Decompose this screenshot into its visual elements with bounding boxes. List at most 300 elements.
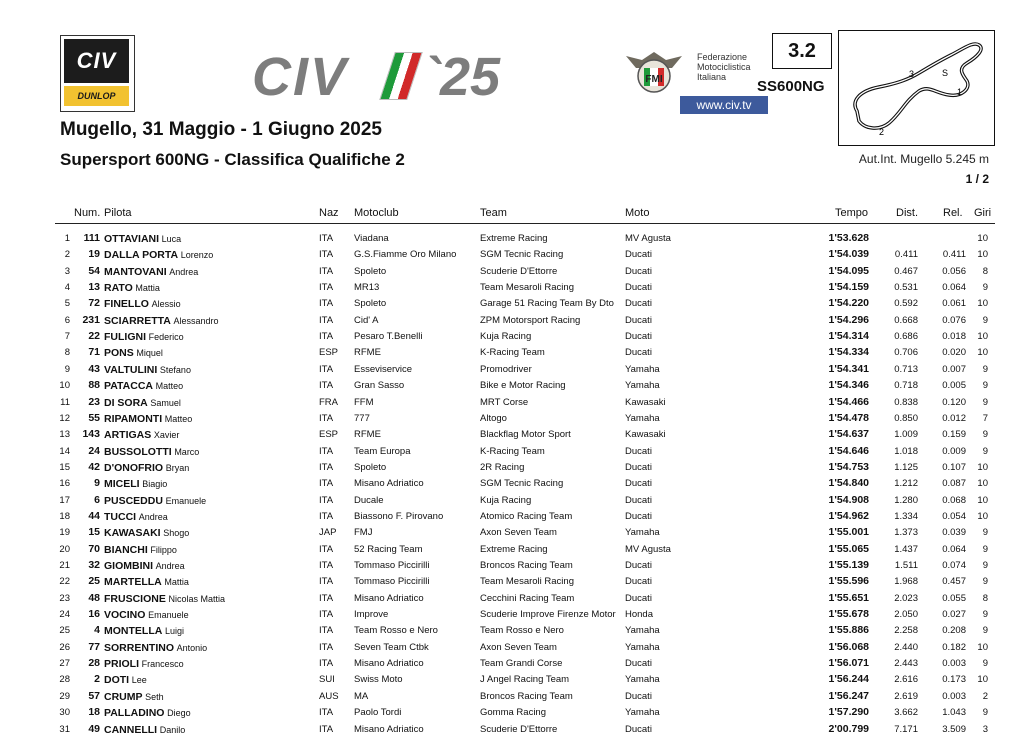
session-code-box: 3.2	[772, 33, 832, 69]
nationality: ITA	[319, 331, 334, 343]
rider-first-name: Andrea	[155, 561, 185, 571]
laps-count: 9	[982, 282, 988, 294]
bike-brand: Ducati	[625, 314, 652, 326]
gap-to-leader: 1.968	[894, 576, 918, 588]
rider-surname: RATO	[104, 282, 133, 295]
table-row	[0, 606, 1024, 622]
bike-brand: Yamaha	[625, 674, 660, 686]
team-name: Bike e Motor Racing	[480, 380, 566, 392]
rider-surname: RIPAMONTI	[104, 412, 163, 425]
team-name: J Angel Racing Team	[480, 674, 570, 686]
gap-to-previous: 0.087	[942, 478, 966, 490]
motoclub: Viadana	[354, 233, 389, 244]
motoclub: Spoleto	[354, 461, 387, 473]
motoclub: Spoleto	[354, 265, 387, 277]
lap-time: 1'54.466	[828, 395, 869, 408]
position: 31	[59, 723, 70, 735]
rider-surname: D'ONOFRIO	[104, 461, 164, 474]
rider-first-name: Lee	[131, 675, 147, 686]
team-name: Kuja Racing	[480, 494, 532, 506]
laps-count: 10	[977, 233, 988, 244]
rider-name	[104, 364, 191, 376]
motoclub: G.S.Fiamme Oro Milano	[354, 249, 457, 261]
table-row	[0, 475, 1024, 491]
rider-surname: DALLA PORTA	[104, 249, 179, 262]
race-number: 111	[83, 232, 100, 244]
motoclub: MA	[354, 690, 369, 702]
rider-name	[104, 446, 199, 458]
gap-to-leader: 1.437	[894, 543, 918, 555]
federation-line-2: Motociclistica	[697, 62, 751, 72]
laps-count: 9	[982, 609, 988, 621]
team-name: Blackflag Motor Sport	[480, 429, 571, 441]
nationality: ITA	[319, 658, 334, 670]
laps-count: 10	[977, 298, 988, 310]
gap-to-leader: 1.334	[894, 510, 918, 522]
position: 13	[59, 429, 70, 441]
gap-to-leader: 0.850	[894, 412, 918, 424]
motoclub: Gran Sasso	[354, 380, 405, 392]
team-name: Scuderie D'Ettorre	[480, 265, 558, 277]
motoclub: Cid' A	[354, 314, 379, 326]
team-name: Axon Seven Team	[480, 641, 557, 653]
nationality: JAP	[319, 527, 337, 539]
team-name: Scuderie Improve Firenze Motor	[480, 609, 616, 621]
laps-count: 10	[977, 641, 988, 653]
gap-to-previous: 0.061	[942, 298, 966, 310]
laps-count: 9	[982, 396, 988, 408]
nationality: AUS	[319, 690, 339, 702]
team-name: Extreme Racing	[480, 543, 548, 555]
position: 7	[64, 331, 70, 343]
gap-to-leader: 2.440	[894, 641, 918, 653]
rider-name	[104, 478, 167, 490]
laps-count: 9	[982, 363, 988, 375]
position: 2	[64, 249, 70, 261]
gap-to-previous: 0.003	[942, 658, 966, 670]
col-header-time: Tempo	[835, 207, 869, 219]
race-number: 71	[88, 346, 100, 359]
team-name: Team Mesaroli Racing	[480, 282, 574, 294]
motoclub: MR13	[354, 282, 380, 294]
rider-name	[104, 397, 181, 409]
rider-first-name: Francesco	[141, 659, 184, 670]
rider-name	[104, 576, 189, 588]
nationality: ITA	[319, 592, 334, 604]
rider-first-name: Andrea	[169, 266, 199, 277]
svg-text:FMI: FMI	[645, 74, 663, 85]
race-number: 13	[88, 281, 100, 294]
position: 16	[59, 478, 70, 490]
lap-time: 1'54.341	[828, 362, 869, 375]
rider-surname: DOTI	[104, 674, 130, 687]
rider-name	[104, 511, 168, 523]
rider-surname: DI SORA	[104, 396, 148, 409]
motoclub: RFME	[354, 347, 381, 359]
laps-count: 2	[982, 690, 988, 702]
rider-name	[104, 544, 177, 556]
rider-first-name: Mattia	[135, 283, 160, 294]
laps-count: 9	[982, 429, 988, 441]
rider-first-name: Seth	[145, 691, 164, 702]
laps-count: 10	[977, 494, 988, 506]
rider-first-name: Miquel	[136, 348, 163, 359]
rider-name	[104, 724, 185, 736]
table-row	[0, 557, 1024, 573]
motoclub: Biassono F. Pirovano	[354, 510, 444, 522]
lap-time: 2'00.799	[828, 722, 869, 735]
gap-to-leader: 2.443	[894, 658, 918, 670]
gap-to-leader: 2.023	[894, 592, 918, 604]
rider-surname: PONS	[104, 347, 134, 360]
gap-to-leader: 0.592	[894, 298, 918, 310]
rider-name	[104, 347, 163, 359]
race-number: 19	[88, 248, 100, 261]
rider-surname: BIANCHI	[104, 543, 148, 556]
position: 1	[64, 233, 70, 244]
rider-first-name: Alessandro	[173, 315, 219, 326]
federation-name	[697, 52, 751, 82]
position: 14	[59, 445, 70, 457]
motoclub: Team Rosso e Nero	[354, 625, 438, 637]
laps-count: 8	[982, 592, 988, 604]
rider-surname: VALTULINI	[104, 363, 158, 376]
table-row	[0, 671, 1024, 687]
race-number: 22	[88, 330, 100, 343]
nationality: ITA	[319, 576, 334, 588]
nationality: ITA	[319, 707, 334, 719]
nationality: ITA	[319, 265, 334, 277]
laps-count: 10	[977, 461, 988, 473]
position: 5	[64, 298, 70, 310]
rider-first-name: Federico	[148, 332, 184, 343]
lap-time: 1'54.962	[828, 509, 869, 522]
rider-name	[104, 593, 225, 605]
bike-brand: Yamaha	[625, 625, 660, 637]
table-row	[0, 541, 1024, 557]
rider-name	[104, 233, 181, 245]
table-row	[0, 524, 1024, 540]
team-name: Broncos Racing Team	[480, 690, 573, 702]
race-number: 43	[88, 362, 100, 375]
gap-to-leader: 0.718	[894, 380, 918, 392]
rider-first-name: Xavier	[153, 430, 180, 441]
nationality: FRA	[319, 396, 338, 408]
motoclub: Improve	[354, 609, 389, 621]
nationality: ITA	[319, 249, 334, 261]
nationality: ITA	[319, 233, 334, 244]
civ25-banner-logo	[252, 46, 532, 108]
nationality: ITA	[319, 380, 334, 392]
team-name: Atomico Racing Team	[480, 510, 573, 522]
lap-time: 1'54.095	[828, 264, 869, 277]
gap-to-leader: 2.258	[894, 625, 918, 637]
lap-time: 1'54.159	[828, 281, 869, 294]
gap-to-leader: 1.280	[894, 494, 918, 506]
col-header-bike: Moto	[625, 207, 650, 219]
position: 6	[64, 314, 70, 326]
lap-time: 1'56.244	[828, 673, 869, 686]
col-header-rel: Rel.	[943, 207, 963, 219]
session-subtitle: Supersport 600NG - Classifica Qualifiche 2	[60, 150, 405, 169]
gap-to-previous: 0.009	[942, 445, 966, 457]
bike-brand: Yamaha	[625, 707, 660, 719]
team-name: Axon Seven Team	[480, 527, 557, 539]
lap-time: 1'56.071	[828, 657, 869, 670]
rider-surname: VOCINO	[104, 609, 146, 622]
nationality: ITA	[319, 560, 334, 571]
motoclub: 777	[354, 412, 370, 424]
rider-surname: ARTIGAS	[104, 429, 152, 442]
race-number: 25	[88, 575, 100, 588]
table-row	[0, 721, 1024, 737]
table-row	[0, 459, 1024, 475]
rider-surname: SCIARRETTA	[104, 314, 171, 327]
laps-count: 10	[977, 510, 988, 522]
laps-count: 10	[977, 249, 988, 261]
lap-time: 1'54.220	[828, 297, 869, 310]
motoclub: Misano Adriatico	[354, 592, 424, 604]
bike-brand: Ducati	[625, 690, 652, 702]
gap-to-previous: 0.159	[942, 429, 966, 441]
bike-brand: Yamaha	[625, 641, 660, 653]
team-name: 2R Racing	[480, 461, 525, 473]
nationality: ITA	[319, 282, 334, 294]
position: 4	[64, 282, 70, 294]
rider-first-name: Stefano	[159, 364, 191, 375]
laps-count: 9	[982, 543, 988, 555]
col-header-rider: Pilota	[104, 207, 132, 219]
laps-count: 9	[982, 380, 988, 392]
race-number: 23	[88, 395, 100, 408]
bike-brand: Ducati	[625, 445, 652, 457]
gap-to-leader: 1.018	[894, 445, 918, 457]
rider-name	[104, 331, 184, 343]
position: 11	[60, 396, 70, 408]
gap-to-previous: 1.043	[942, 707, 966, 719]
nationality: ITA	[319, 543, 334, 555]
position: 20	[59, 543, 70, 555]
gap-to-previous: 0.457	[942, 576, 966, 588]
rider-name	[104, 658, 184, 670]
bike-brand: Ducati	[625, 331, 652, 343]
table-row	[0, 246, 1024, 262]
gap-to-previous: 0.064	[942, 543, 966, 555]
team-name: Cecchini Racing Team	[480, 592, 575, 604]
motoclub: Spoleto	[354, 298, 387, 310]
race-number: 6	[94, 493, 100, 506]
race-number: 143	[82, 428, 100, 441]
race-number: 4	[94, 624, 100, 637]
motoclub: Esseviservice	[354, 363, 413, 375]
rider-name	[104, 674, 147, 686]
lap-time: 1'54.039	[828, 248, 869, 261]
rider-surname: PUSCEDDU	[104, 494, 163, 507]
motoclub: Misano Adriatico	[354, 723, 424, 735]
dunlop-logo-text: DUNLOP	[64, 86, 129, 106]
table-row	[0, 622, 1024, 638]
federation-line-1: Federazione	[697, 52, 748, 62]
motoclub: Paolo Tordi	[354, 707, 402, 719]
laps-count: 10	[977, 478, 988, 490]
rider-surname: FINELLO	[104, 298, 149, 311]
rider-name	[104, 642, 207, 654]
lap-time: 1'55.596	[828, 575, 869, 588]
table-row	[0, 426, 1024, 442]
gap-to-previous: 0.411	[942, 249, 966, 261]
rider-first-name: Nicolas Mattia	[168, 593, 226, 604]
gap-to-leader: 0.668	[894, 314, 918, 326]
table-row	[0, 279, 1024, 295]
position: 8	[64, 347, 70, 359]
bike-brand: MV Agusta	[625, 543, 671, 555]
table-row	[0, 377, 1024, 393]
gap-to-previous: 0.173	[942, 674, 966, 686]
team-name: Broncos Racing Team	[480, 560, 573, 571]
laps-count: 9	[982, 527, 988, 539]
circuit-info: Aut.Int. Mugello 5.245 m	[858, 152, 989, 166]
gap-to-previous: 3.509	[942, 723, 966, 735]
gap-to-leader: 1.373	[894, 527, 918, 539]
col-header-num: Num.	[74, 207, 101, 219]
bike-brand: Ducati	[625, 494, 652, 506]
laps-count: 8	[982, 265, 988, 277]
position: 27	[59, 658, 70, 670]
rider-first-name: Marco	[174, 446, 200, 457]
class-code: SS600NG	[757, 78, 825, 95]
table-row	[0, 492, 1024, 508]
col-header-club: Motoclub	[354, 207, 399, 219]
rider-first-name: Emanuele	[165, 495, 207, 506]
rider-first-name: Diego	[167, 708, 191, 719]
race-number: 72	[88, 297, 100, 310]
lap-time: 1'55.001	[828, 526, 869, 539]
bike-brand: Ducati	[625, 282, 652, 294]
position: 25	[59, 625, 70, 637]
bike-brand: Yamaha	[625, 412, 660, 424]
rider-name	[104, 413, 192, 425]
rider-surname: MONTELLA	[104, 625, 163, 638]
bike-brand: Ducati	[625, 592, 652, 604]
table-row	[0, 344, 1024, 360]
nationality: ITA	[319, 625, 334, 637]
race-number: 32	[88, 559, 100, 571]
rider-surname: TUCCI	[104, 510, 137, 523]
rider-surname: FULIGNI	[104, 331, 146, 344]
table-row	[0, 704, 1024, 720]
race-number: 77	[88, 640, 100, 653]
rider-surname: MANTOVANI	[104, 265, 167, 278]
col-header-team: Team	[480, 207, 507, 219]
website-link[interactable]: www.civ.tv	[680, 96, 768, 114]
col-header-laps: Giri	[974, 207, 992, 219]
rider-first-name: Luca	[161, 234, 182, 244]
position: 15	[59, 461, 70, 473]
motoclub: Misano Adriatico	[354, 658, 424, 670]
race-number: 18	[88, 706, 100, 719]
table-row	[0, 410, 1024, 426]
rider-name	[104, 560, 185, 572]
rider-name	[104, 462, 189, 474]
rider-surname: PATACCA	[104, 380, 153, 393]
laps-count: 9	[982, 445, 988, 457]
gap-to-leader: 0.686	[894, 331, 918, 343]
gap-to-previous: 0.055	[942, 592, 966, 604]
table-row	[0, 655, 1024, 671]
rider-name	[104, 429, 179, 441]
table-row	[0, 639, 1024, 655]
rider-surname: CANNELLI	[104, 723, 158, 736]
svg-text:3: 3	[909, 69, 915, 79]
motoclub: Ducale	[354, 494, 384, 506]
track-layout-icon	[839, 31, 994, 145]
position: 22	[59, 576, 70, 588]
rider-name	[104, 609, 189, 621]
table-row	[0, 590, 1024, 606]
position: 21	[59, 560, 70, 571]
nationality: ITA	[319, 510, 334, 522]
race-number: 15	[88, 526, 100, 539]
team-name: MRT Corse	[480, 396, 529, 408]
banner-year-text: `25	[422, 47, 501, 107]
lap-time: 1'55.651	[828, 591, 869, 604]
laps-count: 10	[977, 674, 988, 686]
header-divider	[55, 223, 995, 224]
lap-time: 1'55.139	[828, 559, 869, 571]
nationality: SUI	[319, 674, 335, 686]
position: 30	[59, 707, 70, 719]
gap-to-leader: 0.467	[894, 265, 918, 277]
gap-to-previous: 0.074	[942, 560, 966, 571]
rider-surname: OTTAVIANI	[104, 233, 160, 245]
laps-count: 9	[982, 707, 988, 719]
position: 26	[59, 641, 70, 653]
bike-brand: Ducati	[625, 298, 652, 310]
rider-name	[104, 380, 183, 392]
rider-first-name: Andrea	[138, 511, 168, 522]
motoclub: FMJ	[354, 527, 373, 539]
lap-time: 1'55.678	[828, 608, 869, 621]
nationality: ITA	[319, 723, 334, 735]
rider-name	[104, 707, 191, 719]
rider-first-name: Emanuele	[148, 610, 189, 621]
svg-text:2: 2	[879, 127, 885, 137]
gap-to-leader: 0.713	[894, 363, 918, 375]
lap-time: 1'54.840	[828, 477, 869, 490]
rider-surname: MARTELLA	[104, 576, 162, 589]
italian-flag-stripe	[379, 52, 423, 100]
motoclub: Team Europa	[354, 445, 411, 457]
table-row	[0, 263, 1024, 279]
nationality: ITA	[319, 298, 334, 310]
race-number: 9	[94, 477, 100, 490]
motoclub: FFM	[354, 396, 374, 408]
race-number: 24	[88, 444, 100, 457]
table-row	[0, 361, 1024, 377]
bike-brand: MV Agusta	[625, 233, 671, 244]
laps-count: 3	[982, 723, 988, 735]
gap-to-leader: 1.511	[894, 560, 918, 571]
svg-text:1: 1	[957, 87, 963, 97]
lap-time: 1'54.637	[828, 428, 869, 441]
table-row	[0, 230, 1024, 246]
col-header-nat: Naz	[319, 207, 339, 219]
lap-time: 1'54.296	[828, 313, 869, 326]
nationality: ITA	[319, 641, 334, 653]
banner-civ-text: CIV	[252, 47, 349, 107]
motoclub: Tommaso Piccirilli	[354, 560, 430, 571]
gap-to-previous: 0.107	[942, 461, 966, 473]
